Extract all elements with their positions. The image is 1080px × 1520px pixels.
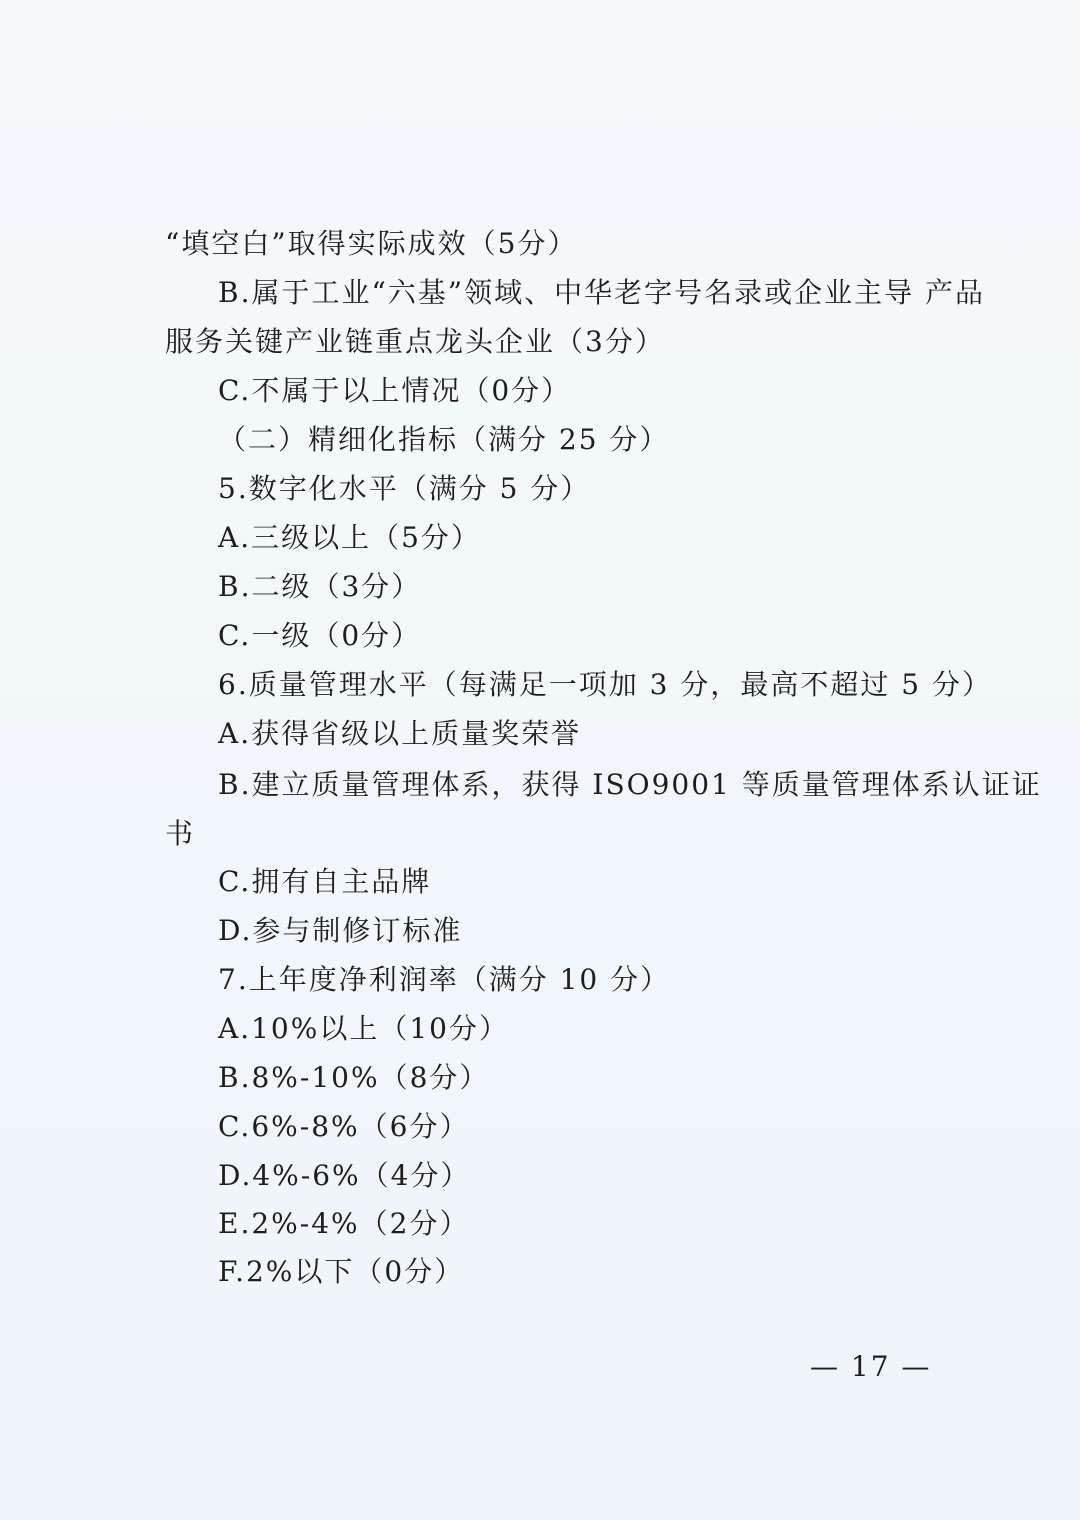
text-line: 书 — [165, 817, 196, 850]
section-heading: （二）精细化指标（满分 25 分） — [218, 423, 670, 456]
text-line: D.4%-6%（4分） — [218, 1159, 471, 1192]
text-line: C.6%-8%（6分） — [218, 1110, 470, 1143]
text-line: 5.数字化水平（满分 5 分） — [218, 472, 591, 505]
text-line: B.8%-10%（8分） — [218, 1061, 490, 1094]
text-line: C.拥有自主品牌 — [218, 865, 432, 898]
text-line: 服务关键产业链重点龙头企业（3分） — [165, 325, 665, 358]
text-line: B.建立质量管理体系，获得 ISO9001 等质量管理体系认证证 — [218, 768, 1042, 801]
page-number: — 17 — — [810, 1350, 932, 1383]
text-line: A.三级以上（5分） — [218, 521, 481, 554]
text-line: B.二级（3分） — [218, 570, 422, 603]
text-line: A.获得省级以上质量奖荣誉 — [218, 717, 582, 750]
text-line: E.2%-4%（2分） — [218, 1207, 470, 1240]
text-line: 7.上年度净利润率（满分 10 分） — [218, 963, 671, 996]
text-line: A.10%以上（10分） — [218, 1012, 509, 1045]
text-line: “填空白”取得实际成效（5分） — [165, 227, 578, 260]
text-line: C.不属于以上情况（0分） — [218, 374, 572, 407]
text-line: F.2%以下（0分） — [218, 1255, 465, 1288]
text-line: D.参与制修订标准 — [218, 914, 463, 947]
text-line: B.属于工业“六基”领域、中华老字号名录或企业主导 产品 — [218, 276, 986, 309]
text-line: 6.质量管理水平（每满足一项加 3 分，最高不超过 5 分） — [218, 668, 992, 701]
text-line: C.一级（0分） — [218, 619, 422, 652]
